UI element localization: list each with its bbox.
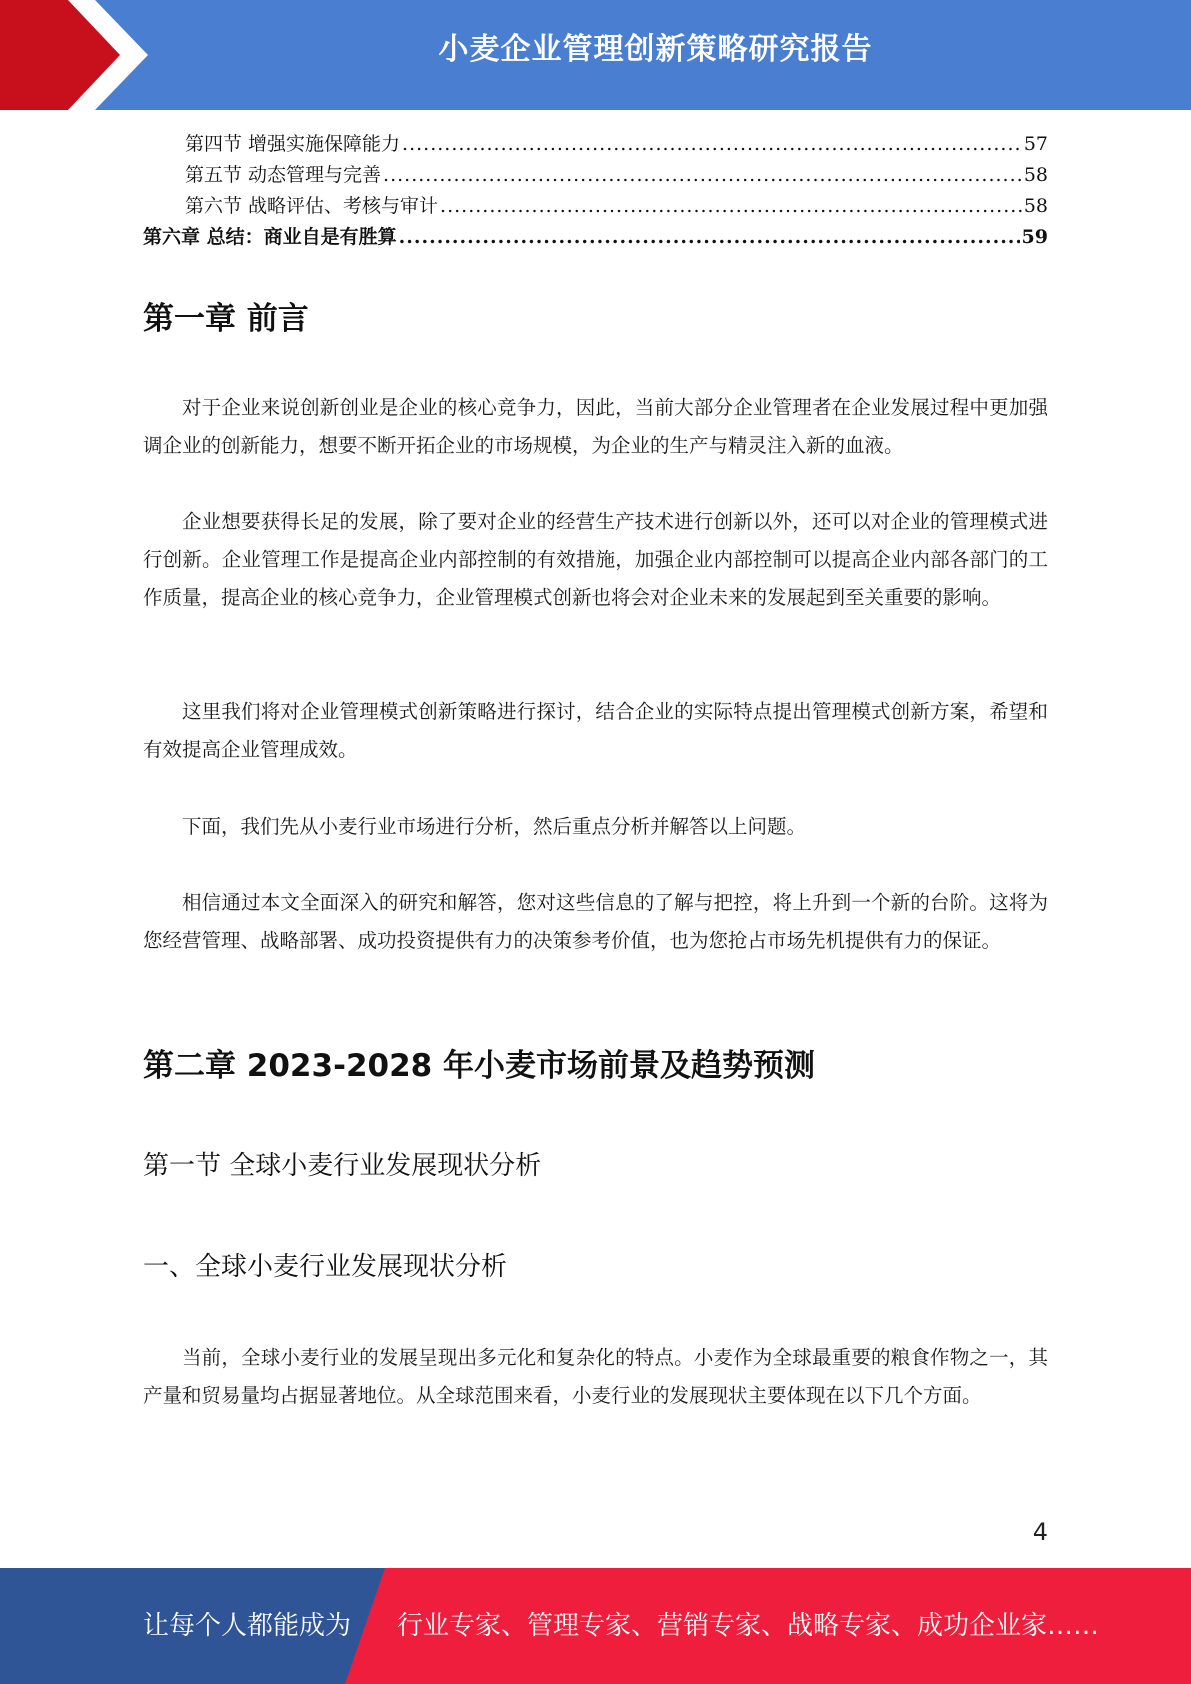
toc-entry[interactable] <box>143 191 1048 222</box>
paragraph: 企业想要获得长足的发展，除了要对企业的经营生产技术进行创新以外，还可以对企业的管理模式进行创新。企业管理工作是提高企业内部控制的有效措施，加强企业内部控制可以提高企业内部各部门的工作质量，提高企业的核心竞争力，企业管理模式创新也将会对企业未来的发展起到至关重要的影响。 <box>143 510 1048 609</box>
toc-entry-page: 58 <box>1023 195 1048 217</box>
header-arrow-decoration <box>0 0 160 110</box>
toc-entry[interactable] <box>143 129 1048 160</box>
chapter-heading: 第一章 前言 <box>143 301 309 337</box>
paragraph: 当前，全球小麦行业的发展呈现出多元化和复杂化的特点。小麦作为全球最重要的粮食作物之一，其产量和贸易量均占据显著地位。从全球范围来看，小麦行业的发展现状主要体现在以下几个方面。 <box>143 1346 1048 1407</box>
header-title: 小麦企业管理创新策略研究报告 <box>438 32 873 67</box>
section-heading: 第一节 全球小麦行业发展现状分析 <box>143 1151 542 1181</box>
toc-entry-page: 59 <box>1021 226 1048 248</box>
toc-entry-label: 第六章 总结：商业自是有胜算 <box>143 226 397 248</box>
footer-slogan-left: 让每个人都能成为 <box>143 1611 352 1641</box>
toc-leader-dots <box>402 133 1022 155</box>
page-number: 4 <box>1032 1518 1048 1546</box>
toc-leader-dots <box>399 226 1020 248</box>
page-footer <box>0 1568 1191 1684</box>
footer-slogan-right: 行业专家、管理专家、营销专家、战略专家、成功企业家…… <box>397 1611 1100 1641</box>
page-header <box>0 0 1191 110</box>
toc-entry[interactable] <box>143 160 1048 191</box>
subsection-heading: 一、全球小麦行业发展现状分析 <box>143 1252 508 1282</box>
toc-chapter-entry[interactable] <box>143 222 1048 253</box>
toc-entry-label: 第六节 战略评估、考核与审计 <box>185 195 439 217</box>
toc-leader-dots <box>383 164 1022 186</box>
toc-entry-page: 57 <box>1023 133 1048 155</box>
toc-entry-page: 58 <box>1023 164 1048 186</box>
chapter-heading: 第二章 2023-2028 年小麦市场前景及趋势预测 <box>143 1048 816 1084</box>
toc-leader-dots <box>440 195 1022 217</box>
toc-entry-label: 第五节 动态管理与完善 <box>185 164 382 186</box>
table-of-contents <box>143 129 1048 253</box>
paragraph: 这里我们将对企业管理模式创新策略进行探讨，结合企业的实际特点提出管理模式创新方案，希望和有效提高企业管理成效。 <box>143 700 1048 761</box>
paragraph: 下面，我们先从小麦行业市场进行分析，然后重点分析并解答以上问题。 <box>182 815 807 838</box>
toc-entry-label: 第四节 增强实施保障能力 <box>185 133 401 155</box>
paragraph: 对于企业来说创新创业是企业的核心竞争力，因此，当前大部分企业管理者在企业发展过程中更加强调企业的创新能力，想要不断开拓企业的市场规模，为企业的生产与精灵注入新的血液。 <box>143 396 1048 457</box>
paragraph: 相信通过本文全面深入的研究和解答，您对这些信息的了解与把控，将上升到一个新的台阶。这将为您经营管理、战略部署、成功投资提供有力的决策参考价值，也为您抢占市场先机提供有力的保证。 <box>143 891 1048 952</box>
